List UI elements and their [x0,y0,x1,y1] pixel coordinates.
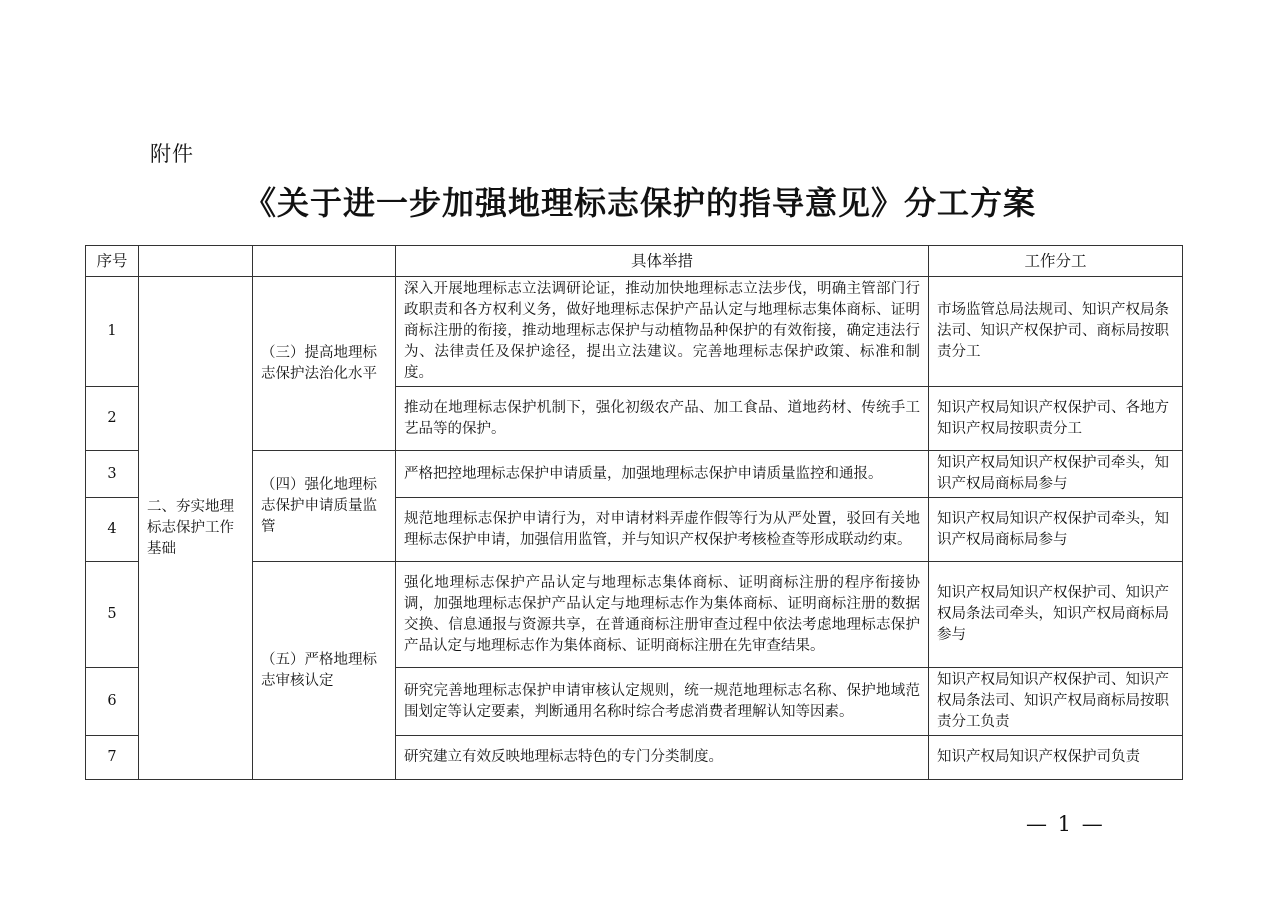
subcategory-cell: （四）强化地理标志保护申请质量监管 [253,451,396,562]
header-measures: 具体举措 [396,246,929,277]
row-seq: 6 [86,668,139,736]
attachment-label: 附件 [150,142,194,166]
division-cell: 知识产权局知识产权保护司、各地方知识产权局按职责分工 [929,387,1183,451]
measure-cell: 强化地理标志保护产品认定与地理标志集体商标、证明商标注册的程序衔接协调，加强地理标志保护产品认定与地理标志作为集体商标、证明商标注册的数据交换、信息通报与资源共享，在普通商标注册审查过程中依法考虑地理标志保护产品认定与地理标志作为集体商标、证明商标注册在先审查结果。 [396,562,929,668]
row-seq: 7 [86,736,139,780]
header-division: 工作分工 [929,246,1183,277]
measure-cell: 研究建立有效反映地理标志特色的专门分类制度。 [396,736,929,780]
measure-cell: 研究完善地理标志保护申请审核认定规则，统一规范地理标志名称、保护地域范围划定等认定要素，判断通用名称时综合考虑消费者理解认知等因素。 [396,668,929,736]
row-seq: 4 [86,498,139,562]
measure-cell: 严格把控地理标志保护申请质量，加强地理标志保护申请质量监控和通报。 [396,451,929,498]
table-row [86,277,1183,387]
header-category [139,246,253,277]
subcategory-cell: （五）严格地理标志审核认定 [253,562,396,780]
measure-cell: 规范地理标志保护申请行为，对申请材料弄虚作假等行为从严处置，驳回有关地理标志保护申请，加强信用监管，并与知识产权保护考核检查等形成联动约束。 [396,498,929,562]
division-cell: 市场监管总局法规司、知识产权局条法司、知识产权保护司、商标局按职责分工 [929,277,1183,387]
division-cell: 知识产权局知识产权保护司牵头，知识产权局商标局参与 [929,451,1183,498]
row-seq: 2 [86,387,139,451]
measure-cell: 推动在地理标志保护机制下，强化初级农产品、加工食品、道地药材、传统手工艺品等的保护。 [396,387,929,451]
table-header-row [86,246,1183,277]
category-cell: 二、夯实地理标志保护工作基础 [139,277,253,780]
division-cell: 知识产权局知识产权保护司牵头，知识产权局商标局参与 [929,498,1183,562]
header-seq: 序号 [86,246,139,277]
header-subcategory [253,246,396,277]
measure-cell: 深入开展地理标志立法调研论证，推动加快地理标志立法步伐，明确主管部门行政职责和各方权利义务，做好地理标志保护产品认定与地理标志集体商标、证明商标注册的衔接，推动地理标志保护与动植物品种保护的有效衔接，确定违法行为、法律责任及保护途径，提出立法建议。完善地理标志保护政策、标准和制度。 [396,277,929,387]
row-seq: 5 [86,562,139,668]
row-seq: 1 [86,277,139,387]
document-title: 《关于进一步加强地理标志保护的指导意见》分工方案 [243,184,1036,222]
division-cell: 知识产权局知识产权保护司、知识产权局条法司牵头，知识产权局商标局参与 [929,562,1183,668]
division-table [85,245,1183,780]
row-seq: 3 [86,451,139,498]
division-cell: 知识产权局知识产权保护司、知识产权局条法司、知识产权局商标局按职责分工负责 [929,668,1183,736]
division-cell: 知识产权局知识产权保护司负责 [929,736,1183,780]
page-number: — 1 — [1026,812,1105,836]
subcategory-cell: （三）提高地理标志保护法治化水平 [253,277,396,451]
